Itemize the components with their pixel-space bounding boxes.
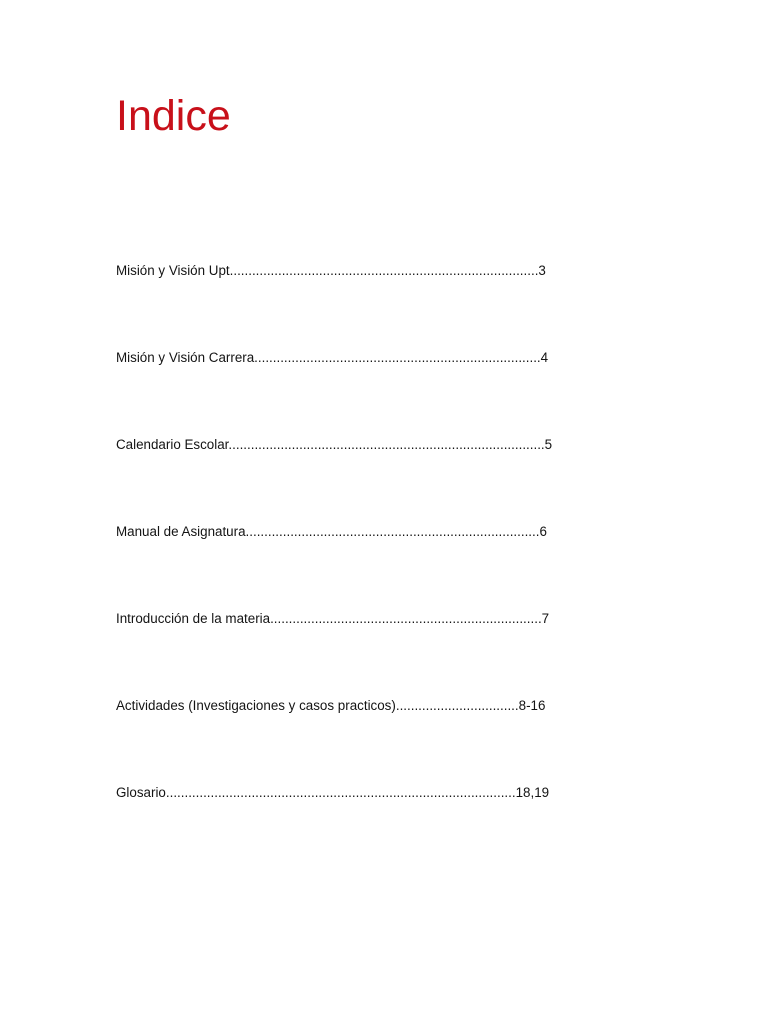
- toc-entry-mision-vision-carrera: [116, 349, 548, 367]
- toc-entry-label: Glosario: [116, 785, 166, 800]
- toc-entry-leader: .............................................................................: [254, 350, 541, 365]
- toc-entry-leader: .................................: [395, 698, 519, 713]
- toc-entry-label: Introducción de la materia: [116, 611, 271, 626]
- toc-entry-page: 7: [541, 611, 550, 626]
- toc-entry-leader: ..............................................................................................: [165, 785, 516, 800]
- toc-entry-page: 8-16: [518, 698, 546, 713]
- toc-entry-leader: ...............................................................................: [245, 524, 540, 539]
- toc-entry-label: Actividades (Investigaciones y casos practicos): [116, 698, 396, 713]
- toc-entry-page: 4: [540, 350, 549, 365]
- toc-entry-label: Misión y Visión Carrera: [116, 350, 255, 365]
- toc-entry-page: 3: [538, 263, 546, 278]
- toc-entry-leader: .........................................................................: [270, 611, 542, 626]
- toc-entry-actividades: [116, 697, 545, 715]
- toc-entry-leader: ...................................................................................: [229, 263, 539, 278]
- toc-entry-label: Manual de Asignatura: [116, 524, 246, 539]
- toc-entry-glosario: [116, 784, 549, 802]
- toc-entry-calendario-escolar: [116, 436, 552, 454]
- toc-entry-label: Misión y Visión Upt: [116, 263, 230, 278]
- toc-entry-label: Calendario Escolar: [116, 437, 229, 452]
- toc-entry-mision-vision-upt: [116, 262, 546, 280]
- toc-entry-page: 18,19: [515, 785, 550, 800]
- toc-entry-manual-asignatura: [116, 523, 547, 541]
- toc-entry-introduccion-materia: [116, 610, 549, 628]
- toc-entry-leader: .....................................................................................: [228, 437, 545, 452]
- toc-entry-page: 6: [539, 524, 547, 539]
- page-title: Indice: [116, 92, 231, 140]
- toc-entry-page: 5: [544, 437, 553, 452]
